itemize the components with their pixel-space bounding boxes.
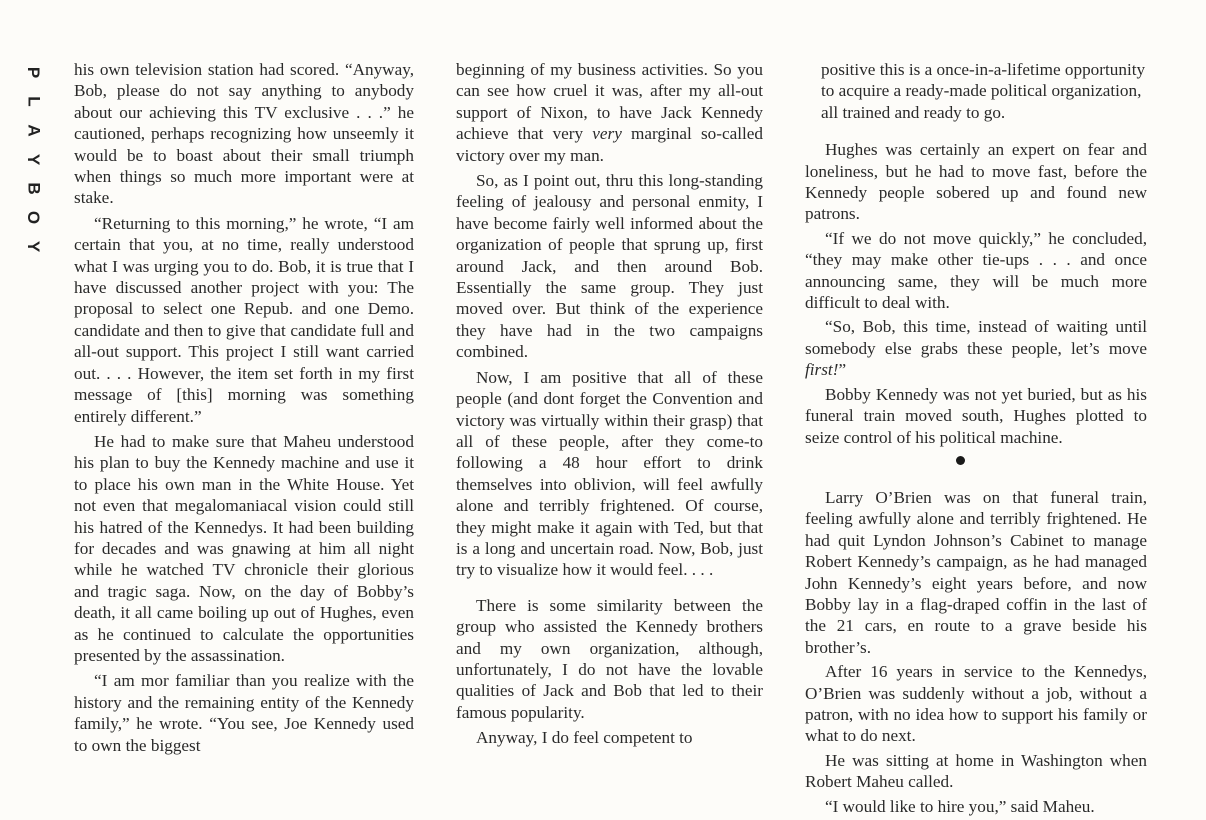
- logo-letter: L: [24, 96, 44, 107]
- paragraph: So, as I point out, thru this long-standing feeling of jealousy and personal enmity, I have become fairly well informed about the organization of people that sprung up, first around Jack, and then around Bob. Essentially the same group. They just moved over. But think of the experience they have had in the two campaigns combined.: [456, 171, 763, 362]
- column-middle: [456, 59, 763, 753]
- text-run: marginal so-called victory over my man.: [456, 124, 763, 165]
- paragraph: There is some similarity between the group who assisted the Kennedy brothers and my own organization, although, unfortunately, I do not have the lovable qualities of Jack and Bob that led to their famous popularity.: [456, 595, 763, 722]
- emphasis: very: [592, 124, 622, 144]
- text-run: beginning of my business activities. So you can see how cruel it was, after my all-out support of Nixon, to have Jack Kennedy achieve that very: [456, 60, 763, 144]
- logo-letter: Y: [24, 240, 44, 253]
- paragraph: After 16 years in service to the Kennedys, O’Brien was suddenly without a job, without a patron, with no idea how to support his family or what to do next.: [805, 662, 1147, 746]
- paragraph: [456, 59, 763, 166]
- paragraph: Bobby Kennedy was not yet buried, but as his funeral train moved south, Hughes plotted to seize control of his political machine.: [805, 384, 1147, 447]
- magazine-sidebar-logo: [22, 58, 46, 261]
- paragraph: Now, I am positive that all of these people (and dont forget the Convention and victory was virtually within their grasp) that all of these people, after they come-to following a 48 hour effort to drink themselves into oblivion, will feel awfully alone and terribly frightened. Of course, they might make it again with Ted, but that is a long and uncertain road. Now, Bob, just try to visualize how it would feel. . . .: [456, 367, 763, 580]
- logo-letter: B: [24, 182, 44, 195]
- paragraph: “Returning to this morning,” he wrote, “I am certain that you, at no time, really understood what I was urging you to do. Bob, it is true that I have discussed another project with you: The proposal to select one Repub. and one Demo. candidate and then to give that candidate full and all-out support. This project I still want carried out. . . . However, the item set forth in my first message of [this] morning was something entirely different.”: [74, 213, 414, 426]
- logo-letter: P: [24, 66, 44, 79]
- column-right: [805, 59, 1147, 820]
- paragraph: [805, 316, 1147, 380]
- paragraph: “I would like to hire you,” said Maheu.: [825, 796, 1095, 816]
- paragraph: “I am mor familiar than you realize with the history and the remaining entity of the Kennedy family,” he wrote. “You see, Joe Kennedy used to own the biggest: [74, 671, 414, 755]
- emphasis: first!: [805, 360, 839, 380]
- paragraph: his own television station had scored. “Anyway, Bob, please do not say anything to anybody about our achieving this TV exclusive . . .” he cautioned, perhaps recognizing how unseemly it would be to boast about their small triumph when things so much more important were at stake.: [74, 60, 414, 208]
- logo-letter: A: [24, 124, 44, 137]
- block-quote: positive this is a once-in-a-lifetime opportunity to acquire a ready-made political organization, all trained and ready to go.: [821, 60, 1146, 122]
- column-left: [74, 59, 414, 760]
- section-break-bullet: [956, 456, 965, 465]
- logo-letter: O: [24, 210, 44, 225]
- paragraph: “If we do not move quickly,” he concluded, “they may make other tie-ups . . . and once announcing same, they will be much more difficult to deal with.: [805, 228, 1147, 313]
- logo-letter: Y: [24, 153, 44, 166]
- paragraph: He was sitting at home in Washington when Robert Maheu called.: [805, 750, 1147, 792]
- paragraph: Hughes was certainly an expert on fear and loneliness, but he had to move fast, before the Kennedy people sobered up and found new patrons.: [805, 140, 1147, 224]
- paragraph: Anyway, I do feel competent to: [476, 728, 693, 748]
- text-run: ”: [838, 360, 847, 380]
- paragraph: He had to make sure that Maheu understood his plan to buy the Kennedy machine and use it to place his own man in the White House. Yet not even that megalomaniacal vision could still his hatred of the Kennedys. It had been building for decades and was gnawing at him all night while he watched TV chronicle their glorious and tragic saga. Now, on the day of Bobby’s death, it all came boiling up out of Hughes, even as he continued to calculate the opportunities presented by the assassination.: [74, 431, 414, 665]
- text-run: “So, Bob, this time, instead of waiting until somebody else grabs these people, let’s move: [805, 317, 1147, 358]
- paragraph: Larry O’Brien was on that funeral train, feeling awfully alone and terribly frightened. He had quit Lyndon Johnson’s Cabinet to manage Robert Kennedy’s campaign, as he had managed John Kennedy’s eight years before, and now Bobby lay in a flag-draped coffin in the last of the 21 cars, en route to a grave beside his brother’s.: [805, 487, 1147, 657]
